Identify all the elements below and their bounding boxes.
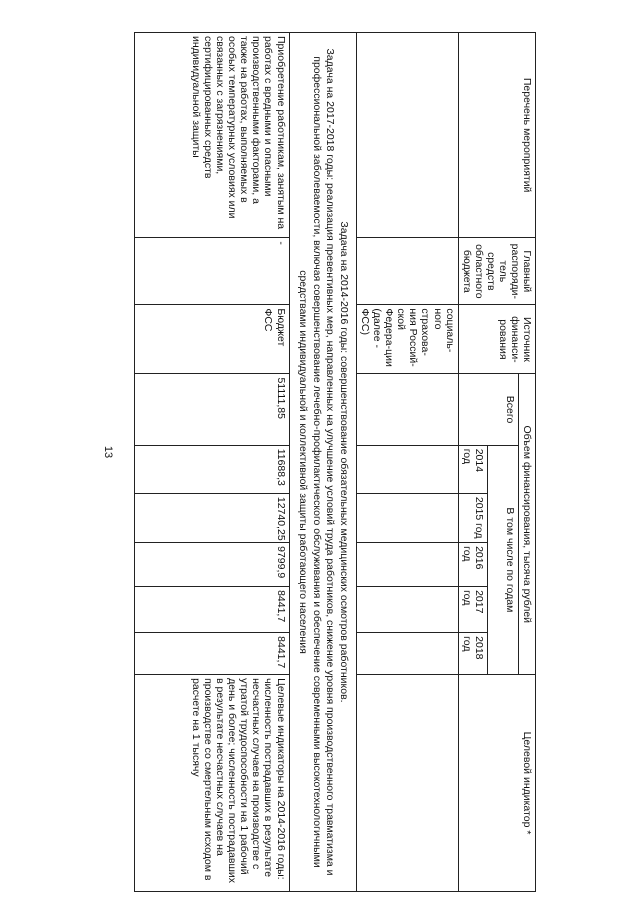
task-row bbox=[289, 33, 357, 892]
year-2018-header: 2018 год bbox=[458, 633, 487, 675]
value-2015-cell: 12740,25 bbox=[134, 493, 289, 542]
stub-target-cell bbox=[357, 675, 459, 892]
stub-2017-cell bbox=[357, 587, 459, 633]
by-years-header: В том числе по годам bbox=[487, 445, 518, 674]
year-2014-header: 2014 год bbox=[458, 445, 487, 493]
measure-cell: Приобретение работникам, занятым на работах с вредными и опасными производственными факторами, а также на работах, выполняемых в особых температурных условиях или связанных с загрязнениями, сертифицированных средств индивидуальной защиты bbox=[134, 33, 289, 238]
target-header: Целевой индикатор * bbox=[458, 675, 535, 892]
page-number: 13 bbox=[102, 445, 114, 459]
year-2016-header: 2016 год bbox=[458, 543, 487, 587]
value-2017-cell: 8441,7 bbox=[134, 587, 289, 633]
header-row-1 bbox=[518, 33, 535, 892]
manager-cell: - bbox=[134, 238, 289, 305]
measures-header: Перечень мероприятий bbox=[458, 33, 535, 238]
measures-table bbox=[134, 32, 536, 892]
task-line-1: Задача на 2014-2016 годы: совершенствование обязательных медицинских осмотров работников. bbox=[338, 221, 351, 703]
stub-2015-cell bbox=[357, 493, 459, 542]
stub-manager-cell bbox=[357, 238, 459, 305]
stub-measure-cell bbox=[357, 33, 459, 238]
value-2016-cell: 9799,9 bbox=[134, 543, 289, 587]
stub-2018-cell bbox=[357, 633, 459, 675]
target-cell: Целевые индикаторы на 2014-2016 годы: численность пострадавших в результате несчастных случаев на производстве с утратой трудоспособности на 1 рабочий день и более; численность пострадавших в результате несчастных случаев на производстве со смертельным исходом в расчете на 1 тысячу bbox=[134, 675, 289, 892]
volume-header: Объем финансирования, тысяча рублей bbox=[518, 374, 535, 675]
total-header: Всего bbox=[458, 374, 518, 445]
source-header: Источник финанси-рования bbox=[458, 305, 535, 374]
value-2014-cell: 11688,3 bbox=[134, 445, 289, 493]
stub-2016-cell bbox=[357, 543, 459, 587]
stub-total-cell bbox=[357, 374, 459, 445]
stub-2014-cell bbox=[357, 445, 459, 493]
stub-source-cell: социаль-ного страхова-ния Россий-ской Федера-ции (далее - ФСС) bbox=[357, 305, 459, 374]
table-row bbox=[134, 33, 289, 892]
manager-header: Главный распоряди-тель средств областного бюджета bbox=[458, 238, 535, 305]
value-2018-cell: 8441,7 bbox=[134, 633, 289, 675]
year-2017-header: 2017 год bbox=[458, 587, 487, 633]
source-cell: Бюджет ФСС bbox=[134, 305, 289, 374]
task-line-2: Задача на 2017-2018 годы: реализация превентивных мер, направленных на улучшение условий труда работников, снижение уровня производственного травматизма и профессиональной заболеваемости, включая совершенствование лечебно-профилактического обслуживания и обеспечение современными высокотехнологичными средствами индивидуальной и коллективной защиты работающего населения bbox=[297, 48, 337, 876]
continuation-row bbox=[357, 33, 459, 892]
task-cell bbox=[289, 33, 357, 892]
year-2015-header: 2015 год bbox=[458, 493, 487, 542]
total-cell: 51111,85 bbox=[134, 374, 289, 445]
